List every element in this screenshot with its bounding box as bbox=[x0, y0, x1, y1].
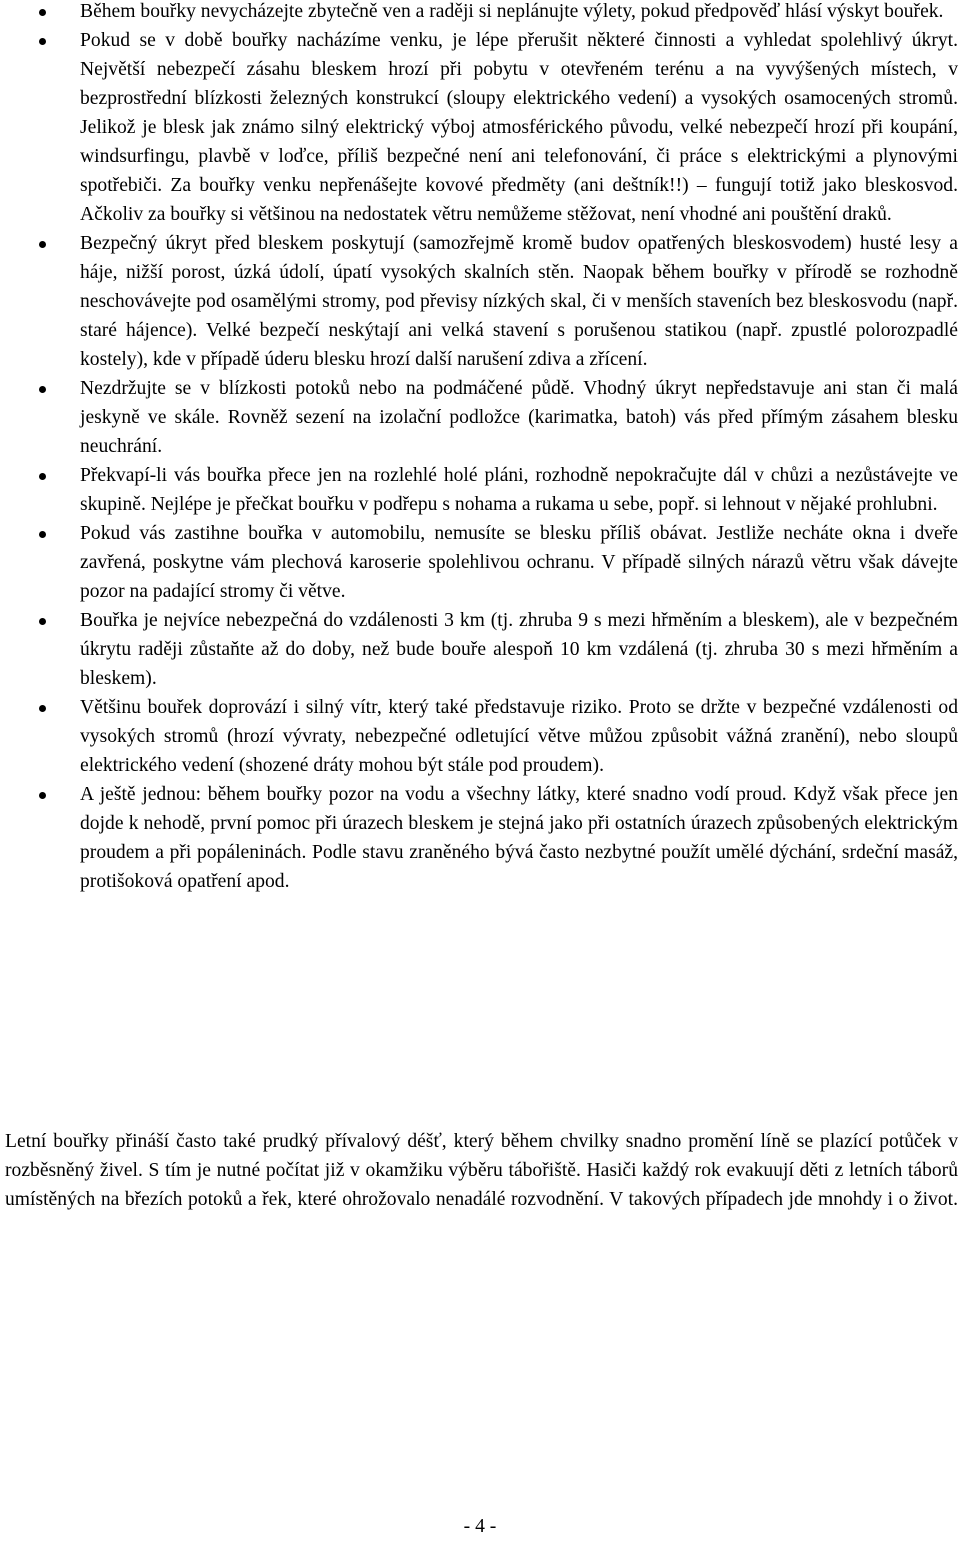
bullet-icon bbox=[39, 386, 46, 393]
list-item-text: A ještě jednou: během bouřky pozor na vodu a všechny látky, které snadno vodí proud. Když však přece jen dojde k nehodě, první pomoc při úrazech bleskem je stejná jako při ostatních úrazech způsobených elektrickým proudem a při popáleninách. Podle stavu zraněného bývá často nezbytné použít umělé dýchání, srdeční masáž, protišoková opatření apod. bbox=[80, 784, 958, 892]
bullet-icon bbox=[39, 618, 46, 625]
bullet-icon bbox=[39, 38, 46, 45]
bullet-icon bbox=[39, 473, 46, 480]
list-item-text: Pokud vás zastihne bouřka v automobilu, nemusíte se blesku příliš obávat. Jestliže necháte okna i dveře zavřená, poskytne vám plechová karoserie spolehlivou ochranu. V případě silných nárazů větru však dávejte pozor na padající stromy či větve. bbox=[80, 523, 958, 602]
list-item bbox=[0, 0, 958, 26]
list-item bbox=[0, 519, 958, 606]
list-item-text: Většinu bouřek doprovází i silný vítr, který také představuje riziko. Proto se držte v bezpečné vzdálenosti od vysokých stromů (hrozí vývraty, nebezpečné odletující větve můžou způsobit vážná zranění), nebo sloupů elektrického vedení (shozené dráty mohou být stále pod proudem). bbox=[80, 697, 958, 776]
list-item bbox=[0, 374, 958, 461]
list-item bbox=[0, 26, 958, 229]
body-paragraph: Letní bouřky přináší často také prudký přívalový déšť, který během chvilky snadno promění líně se plazící potůček v rozběsněný živel. S tím je nutné počítat již v okamžiku výběru tábořiště. Hasiči každý rok evakuují děti z letních táborů umístěných na březích potoků a řek, které ohrožovalo nenadálé rozvodnění. V takových případech jde mnohdy i o život. bbox=[5, 1131, 958, 1210]
bullet-icon bbox=[39, 792, 46, 799]
bullet-icon bbox=[39, 531, 46, 538]
bullet-icon bbox=[39, 705, 46, 712]
page-number: - 4 - bbox=[463, 1516, 497, 1537]
list-item bbox=[0, 229, 958, 374]
list-item bbox=[0, 780, 958, 896]
list-item-text: Nezdržujte se v blízkosti potoků nebo na podmáčené půdě. Vhodný úkryt nepředstavuje ani stan či malá jeskyně ve skále. Rovněž sezení na izolační podložce (karimatka, batoh) vás před přímým zásahem blesku neuchrání. bbox=[80, 378, 958, 457]
list-item bbox=[0, 606, 958, 693]
bullet-icon bbox=[39, 9, 46, 16]
list-item bbox=[0, 693, 958, 780]
list-item-text: Překvapí-li vás bouřka přece jen na rozlehlé holé pláni, rozhodně nepokračujte dál v chůzi a nezůstávejte ve skupině. Nejlépe je přečkat bouřku v podřepu s nohama a rukama u sebe, popř. si lehnout v nějaké prohlubni. bbox=[80, 465, 958, 515]
bullet-icon bbox=[39, 241, 46, 248]
list-item-text: Během bouřky nevycházejte zbytečně ven a raději si neplánujte výlety, pokud předpověď hlásí výskyt bouřek. bbox=[80, 1, 944, 22]
list-item bbox=[0, 461, 958, 519]
list-item-text: Bouřka je nejvíce nebezpečná do vzdálenosti 3 km (tj. zhruba 9 s mezi hřměním a bleskem), ale v bezpečném úkrytu raději zůstaňte až do doby, než bude bouře alespoň 10 km vzdálená (tj. zhruba 30 s mezi hřměním a bleskem). bbox=[80, 610, 958, 689]
list-item-text: Pokud se v době bouřky nacházíme venku, je lépe přerušit některé činnosti a vyhledat spolehlivý úkryt. Největší nebezpečí zásahu bleskem hrozí při pobytu v otevřeném terénu a na vyvýšených místech, v bezprostřední blízkosti železných konstrukcí (sloupy elektrického vedení) a vysokých osamocených stromů. Jelikož je blesk jak známo silný elektrický výboj atmosférického původu, velké nebezpečí hrozí při koupání, windsurfingu, plavbě v loďce, příliš bezpečné není ani telefonování, či práce s elektrickými a plynovými spotřebiči. Za bouřky venku nepřenášejte kovové předměty (ani deštník!!) – fungují totiž jako bleskosvod. Ačkoliv za bouřky si většinou na nedostatek větru nemůžeme stěžovat, není vhodné ani pouštění draků. bbox=[80, 30, 958, 225]
list-item-text: Bezpečný úkryt před bleskem poskytují (samozřejmě kromě budov opatřených bleskosvodem) husté lesy a háje, nižší porost, úzká údolí, úpatí vysokých skalních stěn. Naopak během bouřky v přírodě se rozhodně neschovávejte pod osamělými stromy, pod převisy nízkých skal, či v menších staveních bez bleskosvodu (např. staré hájence). Velké bezpečí neskýtají ani velká stavení s porušenou statikou (např. zpustlé polorozpadlé kostely), kde v případě úderu blesku hrozí další narušení zdiva a zřícení. bbox=[80, 233, 958, 370]
